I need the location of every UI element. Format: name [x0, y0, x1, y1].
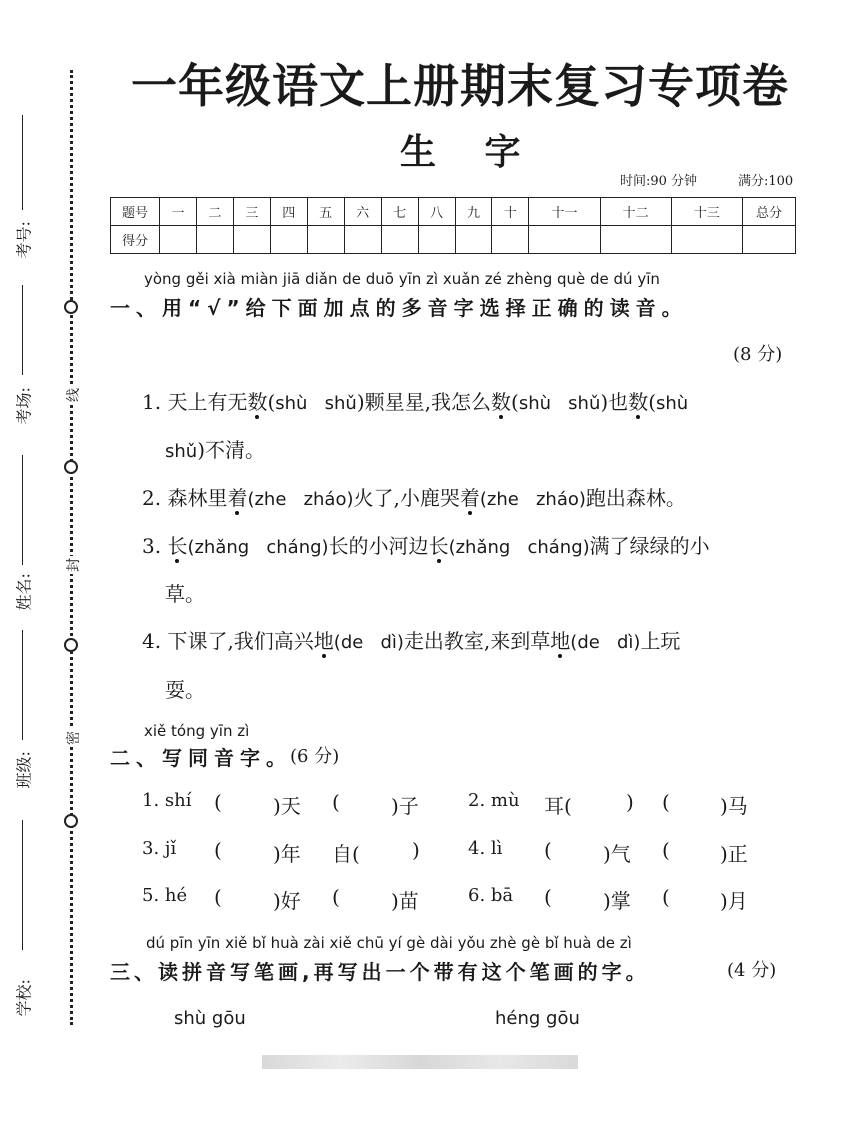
score-label-cell: 得分	[111, 226, 160, 254]
blank-close: )好	[273, 889, 301, 913]
score-input-cell[interactable]	[233, 226, 270, 254]
name-label: 姓名:	[14, 573, 34, 611]
section1-score: (8 分)	[733, 344, 783, 365]
score-header-cell: 九	[455, 198, 492, 226]
blank-close: )年	[273, 842, 301, 866]
score-input-cell[interactable]	[455, 226, 492, 254]
q4-text: 上玩	[640, 629, 681, 653]
score-input-cell[interactable]	[600, 226, 671, 254]
blank-close: )	[626, 790, 634, 814]
blank-close: )	[412, 838, 420, 862]
q3-text: 3.	[142, 534, 168, 558]
score-input-cell[interactable]	[270, 226, 307, 254]
section1-heading: 一、用“√”给下面加点的多音字选择正确的读音。	[110, 296, 688, 320]
blank-open[interactable]: (	[332, 885, 340, 909]
q2-dotted-char: 着	[459, 486, 480, 510]
blank-open[interactable]: (	[214, 838, 222, 862]
score-header-cell: 总分	[743, 198, 796, 226]
q2-choice-2[interactable]: (zhe zháo)	[479, 489, 586, 510]
q2-choice-1[interactable]: (zhe zháo)	[247, 489, 354, 510]
blank-close: )掌	[603, 889, 631, 913]
score-input-cell[interactable]	[418, 226, 455, 254]
score-header-cell: 二	[196, 198, 233, 226]
q1-choice-2[interactable]: shù shǔ	[518, 393, 601, 414]
row3-item1-pinyin: 5. hé	[142, 885, 188, 906]
question-3-line2: 草。	[165, 582, 205, 606]
blank-open[interactable]: (	[662, 790, 670, 814]
score-input-cell[interactable]	[492, 226, 529, 254]
question-3-line1	[142, 530, 710, 559]
score-input-cell[interactable]	[196, 226, 233, 254]
score-header-cell: 五	[307, 198, 344, 226]
binding-hole	[64, 300, 78, 314]
score-header-cell: 六	[344, 198, 381, 226]
row1-item2-pinyin: 2. mù	[468, 790, 520, 811]
binding-hole	[64, 814, 78, 828]
blank-open[interactable]: (	[214, 790, 222, 814]
blank-open[interactable]: 耳(	[544, 794, 572, 818]
page-subtitle: 生 字	[400, 132, 539, 173]
section2-heading: 二、写同音字。	[110, 746, 292, 770]
blank-close: )正	[720, 842, 748, 866]
section3-score: (4 分)	[727, 960, 777, 981]
score-input-cell[interactable]	[743, 226, 796, 254]
class-label: 班级:	[14, 751, 34, 789]
score-header-cell: 一	[160, 198, 197, 226]
question-1-line2	[165, 434, 265, 463]
name-line	[22, 455, 23, 565]
time-limit: 时间:90 分钟	[620, 174, 698, 189]
blank-close: )苗	[391, 889, 419, 913]
q1-text: )不清。	[197, 438, 266, 462]
blank-open[interactable]: 自(	[332, 842, 360, 866]
q1-choice-3a[interactable]: shù	[656, 393, 689, 414]
score-input-cell[interactable]	[671, 226, 742, 254]
q4-choice-2[interactable]: (de dì)	[570, 632, 641, 653]
row2-item2-pinyin: 4. lì	[468, 838, 503, 859]
q1-paren: (	[511, 390, 519, 414]
page-title: 一年级语文上册期末复习专项卷	[131, 59, 789, 113]
row3-item2-pinyin: 6. bā	[468, 885, 514, 906]
q3-text: 长的小河边	[328, 534, 429, 558]
blurred-footer	[262, 1055, 578, 1069]
blank-open[interactable]: (	[214, 885, 222, 909]
score-table	[110, 197, 796, 254]
full-score: 满分:100	[738, 174, 794, 189]
q4-text: 4. 下课了,我们高兴	[142, 629, 314, 653]
score-header-cell: 三	[233, 198, 270, 226]
row1-item1-pinyin: 1. shí	[142, 790, 192, 811]
school-label: 学校:	[14, 979, 34, 1017]
score-header-cell: 十	[492, 198, 529, 226]
blank-open[interactable]: (	[662, 838, 670, 862]
class-line	[22, 630, 23, 740]
table-row	[111, 226, 796, 254]
section3-heading: 三、读拼音写笔画,再写出一个带有这个笔画的字。	[110, 960, 650, 984]
section2-score: (6 分)	[290, 746, 340, 767]
question-1-line1	[142, 386, 688, 415]
q1-dotted-char: 数	[628, 390, 649, 414]
binding-hole	[64, 638, 78, 652]
blank-open[interactable]: (	[332, 790, 340, 814]
q2-text: 2. 森林里	[142, 486, 228, 510]
q2-text: 火了,小鹿哭	[353, 486, 460, 510]
school-line	[22, 820, 23, 950]
exam-no-line	[22, 115, 23, 210]
q3-choice-2[interactable]: (zhǎng cháng)	[448, 537, 590, 558]
q1-choice-1[interactable]: shù shǔ	[275, 393, 357, 414]
q4-text: 走出教室,来到草	[403, 629, 551, 653]
q1-text: )颗星星,我怎么	[356, 390, 491, 414]
binding-dotted-line	[70, 70, 73, 1025]
q4-choice-1[interactable]: (de dì)	[333, 632, 404, 653]
q3-dotted-char: 长	[167, 534, 188, 558]
score-header-cell: 四	[270, 198, 307, 226]
score-input-cell[interactable]	[344, 226, 381, 254]
q4-dotted-char: 地	[550, 629, 571, 653]
blank-close: )气	[603, 842, 631, 866]
blank-open[interactable]: (	[662, 885, 670, 909]
score-input-cell[interactable]	[381, 226, 418, 254]
exam-no-label: 考号:	[14, 221, 34, 259]
score-header-cell: 十二	[600, 198, 671, 226]
question-4-line1	[142, 625, 680, 654]
exam-room-label: 考场:	[14, 387, 34, 425]
score-header-cell: 七	[381, 198, 418, 226]
section3-item-2: héng gōu	[495, 1008, 580, 1029]
blank-close: )马	[720, 794, 748, 818]
score-header-cell: 十一	[529, 198, 600, 226]
blank-close: )子	[391, 794, 419, 818]
seal-line-char: 线	[63, 386, 83, 404]
binding-hole	[64, 460, 78, 474]
score-header-cell: 题号	[111, 198, 160, 226]
row2-item1-pinyin: 3. jǐ	[142, 838, 177, 859]
q1-text: )也	[600, 390, 629, 414]
blank-open[interactable]: (	[544, 838, 552, 862]
blank-open[interactable]: (	[544, 885, 552, 909]
q1-dotted-char: 数	[491, 390, 511, 414]
question-4-line2: 耍。	[165, 678, 205, 702]
score-input-cell[interactable]	[307, 226, 344, 254]
score-header-cell: 十三	[671, 198, 742, 226]
q1-text: 1. 天上有无	[142, 390, 248, 414]
q2-dotted-char: 着	[227, 486, 248, 510]
q1-choice-3b[interactable]: shǔ	[165, 441, 198, 462]
section1-pinyin: yòng gěi xià miàn jiā diǎn de duō yīn zì xuǎn zé zhèng què de dú yīn	[144, 270, 660, 288]
seal-seal-char: 封	[63, 556, 83, 574]
q2-text: 跑出森林。	[585, 486, 686, 510]
q1-paren: (	[267, 390, 276, 414]
seal-secret-char: 密	[63, 729, 83, 747]
score-header-cell: 八	[418, 198, 455, 226]
q1-dotted-char: 数	[247, 390, 268, 414]
blank-close: )天	[273, 794, 301, 818]
q3-dotted-char: 长	[428, 534, 449, 558]
blank-close: )月	[720, 889, 748, 913]
table-row	[111, 198, 796, 226]
section2-pinyin: xiě tóng yīn zì	[144, 722, 250, 740]
section3-pinyin: dú pīn yīn xiě bǐ huà zài xiě chū yí gè dài yǒu zhè gè bǐ huà de zì	[146, 934, 632, 952]
q3-choice-1[interactable]: (zhǎng cháng)	[187, 537, 329, 558]
q4-dotted-char: 地	[313, 629, 334, 653]
section3-item-1: shù gōu	[174, 1008, 246, 1029]
score-input-cell[interactable]	[529, 226, 600, 254]
score-input-cell[interactable]	[160, 226, 197, 254]
question-2	[142, 482, 686, 511]
q3-text: 满了绿绿的小	[589, 534, 710, 558]
q1-paren: (	[648, 390, 656, 414]
exam-room-line	[22, 285, 23, 375]
